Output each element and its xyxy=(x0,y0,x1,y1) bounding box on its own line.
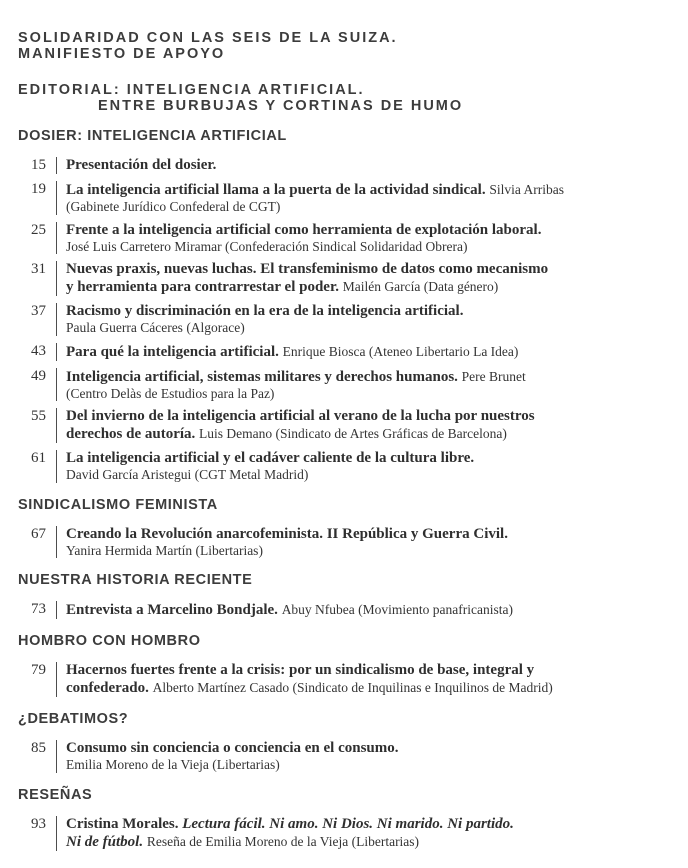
entry-title: Presentación del dosier. xyxy=(66,157,217,173)
toc-entry xyxy=(18,450,688,483)
entry-line-1 xyxy=(66,740,399,757)
entry-text xyxy=(56,526,508,559)
section-header-nuestra-historia-reciente: NUESTRA HISTORIA RECIENTE xyxy=(18,572,253,588)
section-hombro-con-hombro xyxy=(18,634,688,697)
page-number: 85 xyxy=(31,740,46,756)
toc-entry xyxy=(18,368,688,402)
entry-line-1 xyxy=(66,816,514,833)
entry-line-2 xyxy=(66,278,548,296)
entry-line-2 xyxy=(66,320,463,336)
page-number: 55 xyxy=(31,408,46,424)
entry-text xyxy=(56,450,474,483)
entry-line-1 xyxy=(66,450,474,467)
section-debatimos xyxy=(18,712,688,773)
entry-author: Abuy Nfubea (Movimiento panafricanista) xyxy=(281,602,513,617)
entry-line-2 xyxy=(66,467,474,483)
entry-title-continued: y herramienta para contrarrestar el poder. xyxy=(66,279,339,295)
toc-entry xyxy=(18,526,688,559)
entry-book-title: Lectura fácil. Ni amo. Ni Dios. Ni marido. Ni partido. xyxy=(182,815,514,832)
page-number: 25 xyxy=(31,221,46,238)
entry-title: Entrevista a Marcelino Bondjale. xyxy=(66,602,278,618)
section-header-debatimos: ¿DEBATIMOS? xyxy=(18,711,129,727)
entry-title: Hacernos fuertes frente a la crisis: por un sindicalismo de base, integral y xyxy=(66,662,535,678)
toc-entry xyxy=(18,343,688,361)
entry-text xyxy=(56,303,463,336)
entry-line-2 xyxy=(66,757,399,773)
entry-line-1 xyxy=(66,222,541,239)
entry-line-1 xyxy=(66,343,518,361)
entry-affiliation: (Centro Delàs de Estudios para la Paz) xyxy=(66,385,275,401)
entry-author: Paula Guerra Cáceres (Algorace) xyxy=(66,320,245,335)
entry-line-2 xyxy=(66,386,526,402)
toc-entry xyxy=(18,816,688,851)
page-number: 93 xyxy=(31,815,46,832)
entry-title: Del invierno de la inteligencia artificial al verano de la lucha por nuestros xyxy=(66,408,535,424)
entry-text xyxy=(56,222,541,255)
entry-title: Frente a la inteligencia artificial como herramienta de explotación laboral. xyxy=(66,221,542,238)
toc-entry xyxy=(18,261,688,296)
editorial-heading-line2: ENTRE BURBUJAS Y CORTINAS DE HUMO xyxy=(98,98,464,114)
toc-entry xyxy=(18,408,688,443)
entry-author: Silvia Arribas xyxy=(489,182,564,197)
entry-title-continued: derechos de autoría. xyxy=(66,426,196,442)
entry-title: Consumo sin conciencia o conciencia en el consumo. xyxy=(66,740,399,756)
toc-entry xyxy=(18,303,688,336)
page-number: 79 xyxy=(31,662,46,678)
page-number: 31 xyxy=(31,261,46,277)
entry-line-2 xyxy=(66,679,553,697)
entry-line-1 xyxy=(66,526,508,543)
entry-line-2 xyxy=(66,239,541,255)
entry-text xyxy=(56,181,564,215)
toc-entry xyxy=(18,740,688,773)
entry-text xyxy=(56,157,216,174)
entry-title: Para qué la inteligencia artificial. xyxy=(66,343,279,360)
section-dosier xyxy=(18,129,688,483)
entry-line-1 xyxy=(66,408,535,425)
section-resenas xyxy=(18,788,688,851)
entry-title: Cristina Morales. xyxy=(66,815,179,832)
page-number: 37 xyxy=(31,303,46,319)
entry-line-1 xyxy=(66,157,216,174)
entry-text xyxy=(56,740,399,773)
entry-title: Creando la Revolución anarcofeminista. II República y Guerra Civil. xyxy=(66,525,508,542)
section-header-resenas: RESEÑAS xyxy=(18,786,93,803)
toc-entry xyxy=(18,662,688,697)
entry-title: Inteligencia artificial, sistemas militares y derechos humanos. xyxy=(66,368,458,385)
entry-text xyxy=(56,662,553,697)
page-number: 15 xyxy=(31,157,46,173)
entry-author: Reseña de Emilia Moreno de la Vieja (Libertarias) xyxy=(146,833,420,849)
entry-affiliation: (Gabinete Jurídico Confederal de CGT) xyxy=(66,199,281,214)
entry-line-1 xyxy=(66,181,564,199)
entry-title-continued: confederado. xyxy=(66,680,149,696)
section-header-dosier: DOSIER: INTELIGENCIA ARTIFICIAL xyxy=(18,128,287,144)
entry-line-1 xyxy=(66,662,553,679)
page-number: 19 xyxy=(31,181,46,197)
entry-line-2 xyxy=(66,199,564,215)
editorial-heading-line1: EDITORIAL: INTELIGENCIA ARTIFICIAL. xyxy=(18,82,365,98)
entry-text xyxy=(56,816,514,851)
entry-line-1 xyxy=(66,261,548,278)
entry-author: Alberto Martínez Casado (Sindicato de Inquilinas e Inquilinos de Madrid) xyxy=(152,680,553,695)
page-number: 73 xyxy=(31,601,46,617)
entry-line-2 xyxy=(66,425,535,443)
entry-line-1 xyxy=(66,368,526,386)
entry-author: José Luis Carretero Miramar (Confederación Sindical Solidaridad Obrera) xyxy=(66,238,468,254)
editorial-heading xyxy=(18,82,688,114)
entry-line-2 xyxy=(66,833,514,851)
page-number: 67 xyxy=(31,525,46,542)
section-header-sindicalismo-feminista: SINDICALISMO FEMINISTA xyxy=(18,496,218,513)
toc-entry xyxy=(18,157,688,174)
entry-title: La inteligencia artificial y el cadáver caliente de la cultura libre. xyxy=(66,450,475,466)
entry-title: La inteligencia artificial llama a la puerta de la actividad sindical. xyxy=(66,182,486,198)
manifesto-heading-line1: SOLIDARIDAD CON LAS SEIS DE LA SUIZA. xyxy=(18,30,398,46)
entry-line-1 xyxy=(66,303,463,320)
section-header-hombro-con-hombro: HOMBRO CON HOMBRO xyxy=(18,633,201,649)
section-sindicalismo-feminista xyxy=(18,498,688,559)
entry-text xyxy=(56,601,513,619)
entry-title: Nuevas praxis, nuevas luchas. El transfeminismo de datos como mecanismo xyxy=(66,261,549,277)
entry-text xyxy=(56,408,535,443)
entry-line-2 xyxy=(66,543,508,559)
section-nuestra-historia-reciente xyxy=(18,573,688,619)
entry-author: David García Aristegui (CGT Metal Madrid) xyxy=(66,467,309,482)
page-number: 61 xyxy=(31,450,46,466)
entry-text xyxy=(56,261,548,296)
entry-text xyxy=(56,368,526,402)
entry-author: Emilia Moreno de la Vieja (Libertarias) xyxy=(66,757,280,772)
entry-title: Racismo y discriminación en la era de la inteligencia artificial. xyxy=(66,303,464,319)
entry-line-1 xyxy=(66,601,513,619)
toc-entry xyxy=(18,181,688,215)
entry-author: Yanira Hermida Martín (Libertarias) xyxy=(66,542,263,558)
toc-entry xyxy=(18,601,688,619)
entry-text xyxy=(56,343,518,361)
toc-entry xyxy=(18,222,688,255)
manifesto-heading xyxy=(18,30,688,62)
entry-author: Mailén García (Data género) xyxy=(342,279,499,294)
entry-author: Pere Brunet xyxy=(461,368,526,384)
manifesto-heading-line2: MANIFIESTO DE APOYO xyxy=(18,46,226,62)
page-number: 49 xyxy=(31,367,46,384)
entry-author: Enrique Biosca (Ateneo Libertario La Idea) xyxy=(282,343,519,359)
entry-author: Luis Demano (Sindicato de Artes Gráficas de Barcelona) xyxy=(199,426,507,441)
page-number: 43 xyxy=(31,342,46,359)
entry-book-title-continued: Ni de fútbol. xyxy=(66,833,144,850)
